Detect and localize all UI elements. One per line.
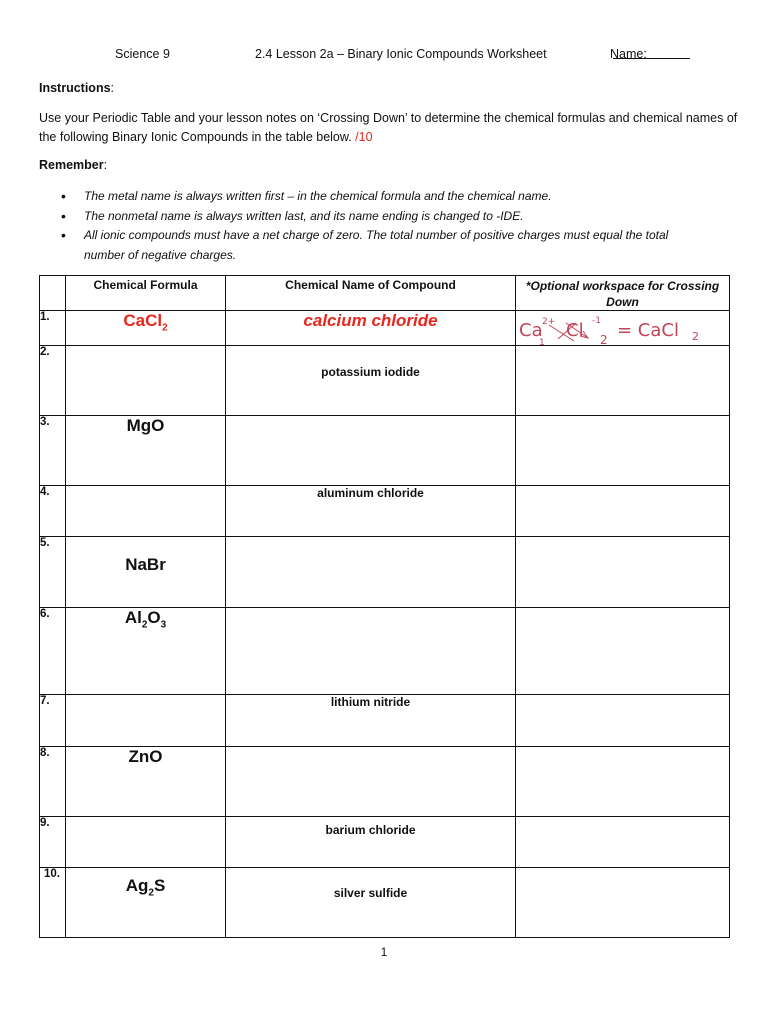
workspace-cell[interactable]	[516, 537, 730, 608]
ca-symbol: Ca	[519, 320, 543, 341]
formula-cell: $Al_2O_3$	[66, 608, 226, 695]
workspace-cell[interactable]	[516, 486, 730, 537]
table-row	[40, 747, 730, 817]
page-header	[0, 47, 768, 63]
table-row	[40, 416, 730, 486]
row-number: 1.	[40, 311, 66, 346]
row-number: 6.	[40, 608, 66, 695]
remember-item: • The metal name is always written first – in the chemical formula and the chemical name.	[61, 187, 711, 207]
handwritten-work	[516, 311, 730, 346]
score-total: /10	[355, 130, 373, 144]
sub-one: 1	[539, 338, 545, 346]
result-formula: = CaCl	[617, 320, 679, 341]
name-cell[interactable]	[226, 537, 516, 608]
row-number: 3.	[40, 416, 66, 486]
name-cell[interactable]	[226, 747, 516, 817]
header-formula: Chemical Formula	[66, 276, 226, 311]
remember-list	[61, 187, 711, 265]
name-cell: lithium nitride	[226, 695, 516, 747]
name-cell: potassium iodide	[226, 346, 516, 416]
table-row	[40, 695, 730, 747]
formula-cell[interactable]	[66, 817, 226, 868]
row-number: 4.	[40, 486, 66, 537]
formula-cell[interactable]	[66, 695, 226, 747]
workspace-cell[interactable]	[516, 416, 730, 486]
remember-heading: Remember:	[39, 158, 108, 172]
name-label: Name:	[610, 47, 647, 61]
formula-cell[interactable]: CaCl$_2$	[66, 311, 226, 346]
formula-cell[interactable]	[66, 486, 226, 537]
workspace-cell[interactable]	[516, 817, 730, 868]
row-number: 2.	[40, 346, 66, 416]
header-name: Chemical Name of Compound	[226, 276, 516, 311]
table-header-row	[40, 276, 730, 311]
table-row	[40, 311, 730, 346]
header-num	[40, 276, 66, 311]
name-cell[interactable]	[226, 416, 516, 486]
compounds-table	[39, 275, 730, 938]
ca-charge: 2+	[542, 317, 556, 327]
name-cell: silver sulfide	[226, 868, 516, 938]
sub-two: 2	[600, 333, 608, 346]
name-cell[interactable]: calcium chloride	[226, 311, 516, 346]
course-label: Science 9	[115, 47, 170, 61]
cl-symbol: Cl	[566, 320, 584, 341]
name-cell: aluminum chloride	[226, 486, 516, 537]
instructions-text: Use your Periodic Table and your lesson notes on ‘Crossing Down’ to determine the chemical formulas and chemical names of the following Binary Ionic Compounds in the table below. /10	[39, 111, 738, 144]
name-cell[interactable]	[226, 608, 516, 695]
workspace-cell[interactable]	[516, 608, 730, 695]
table-row	[40, 346, 730, 416]
table-row	[40, 537, 730, 608]
name-cell: barium chloride	[226, 817, 516, 868]
worksheet-title: 2.4 Lesson 2a – Binary Ionic Compounds Worksheet	[255, 47, 547, 61]
instructions-heading: Instructions:	[39, 81, 115, 95]
workspace-cell[interactable]	[516, 311, 730, 346]
name-blank[interactable]	[613, 47, 690, 59]
remember-item: • The nonmetal name is always written last, and its name ending is changed to -IDE.	[61, 207, 711, 227]
page-number: 1	[380, 945, 388, 959]
row-number: 5.	[40, 537, 66, 608]
row-number: 9.	[40, 817, 66, 868]
workspace-cell[interactable]	[516, 346, 730, 416]
workspace-cell[interactable]	[516, 747, 730, 817]
table-row	[40, 868, 730, 938]
formula-cell[interactable]	[66, 346, 226, 416]
row-number: 7.	[40, 695, 66, 747]
result-sub: 2	[692, 330, 699, 343]
formula-cell: $Ag_2S$	[66, 868, 226, 938]
formula-cell: MgO	[66, 416, 226, 486]
row-number: 10.	[40, 868, 66, 938]
workspace-cell[interactable]	[516, 695, 730, 747]
formula-cell: NaBr	[66, 537, 226, 608]
formula-cell: ZnO	[66, 747, 226, 817]
cl-charge: -1	[592, 316, 601, 326]
table-row	[40, 486, 730, 537]
table-row	[40, 817, 730, 868]
header-workspace: *Optional workspace for Crossing Down	[516, 276, 730, 311]
remember-item: • All ionic compounds must have a net charge of zero. The total number of positive charges must equal the total number of negative charges.	[61, 226, 711, 265]
workspace-cell[interactable]	[516, 868, 730, 938]
row-number: 8.	[40, 747, 66, 817]
table-row	[40, 608, 730, 695]
